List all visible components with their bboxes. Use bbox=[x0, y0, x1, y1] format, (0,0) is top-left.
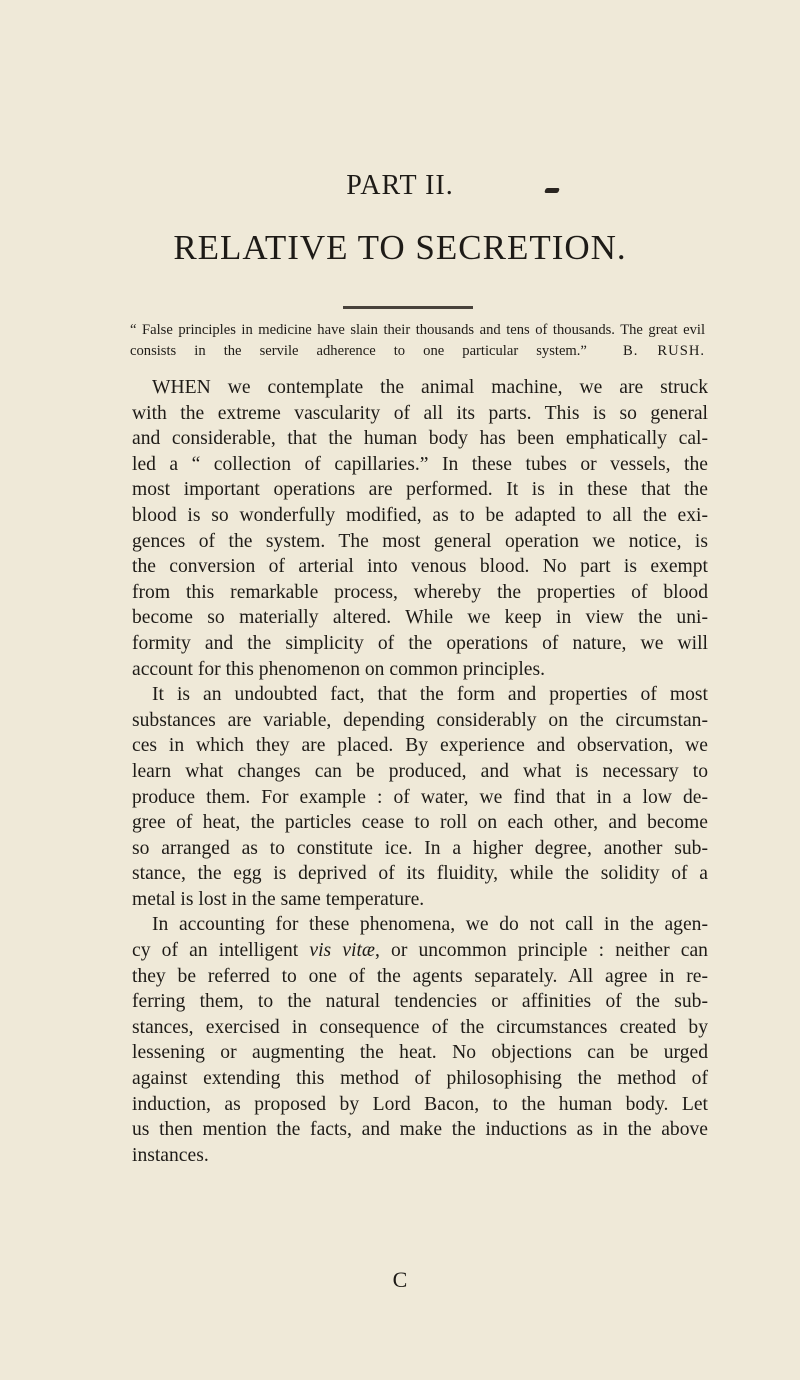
text-line: gences of the system. The most general operation we notice, is bbox=[132, 530, 708, 552]
text-line: lessening or augmenting the heat. No objections can be urged bbox=[132, 1042, 708, 1064]
body-text bbox=[132, 375, 708, 1168]
text-line: formity and the simplicity of the operations of nature, we will bbox=[132, 632, 708, 654]
text-line: blood is so wonderfully modified, as to be adapted to all the exi- bbox=[132, 504, 708, 526]
text-line: learn what changes can be produced, and what is necessary to bbox=[132, 760, 708, 782]
text-line: with the extreme vascularity of all its parts. This is so general bbox=[132, 402, 708, 424]
text-line: induction, as proposed by Lord Bacon, to the human body. Let bbox=[132, 1093, 708, 1115]
text-line: the conversion of arterial into venous blood. No part is exempt bbox=[132, 556, 708, 578]
text-line: led a “ collection of capillaries.” In these tubes or vessels, the bbox=[132, 453, 708, 475]
ink-blemish bbox=[544, 188, 560, 193]
text-line: In accounting for these phenomena, we do not call in the agen- bbox=[152, 914, 708, 936]
text-line: It is an undoubted fact, that the form and properties of most bbox=[152, 684, 708, 706]
text-line: cy of an intelligent vis vitæ, or uncommon principle : neither can bbox=[132, 940, 708, 962]
text-line: so arranged as to constitute ice. In a higher degree, another sub- bbox=[132, 837, 708, 859]
text-line: from this remarkable process, whereby the properties of blood bbox=[132, 581, 708, 603]
text-line: ferring them, to the natural tendencies or affinities of the sub- bbox=[132, 991, 708, 1013]
text-line: us then mention the facts, and make the inductions as in the above bbox=[132, 1119, 708, 1141]
text-line: produce them. For example : of water, we find that in a low de- bbox=[132, 786, 708, 808]
text-line: gree of heat, the particles cease to roll on each other, and become bbox=[132, 812, 708, 834]
text-line: and considerable, that the human body has been emphatically cal- bbox=[132, 428, 708, 450]
epigraph-quote: “ False principles in medicine have slain their thousands and tens of thousands. The great evil consists in the servile adherence to one particular system.” bbox=[130, 322, 705, 359]
text-line: become so materially altered. While we keep in view the uni- bbox=[132, 607, 708, 629]
text-line: stances, exercised in consequence of the circumstances created by bbox=[132, 1016, 708, 1038]
text-line: most important operations are performed. It is in these that the bbox=[132, 479, 708, 501]
text-line: WHEN we contemplate the animal machine, we are struck bbox=[152, 377, 708, 398]
text-line: account for this phenomenon on common principles. bbox=[132, 658, 546, 680]
text-line: metal is lost in the same temperature. bbox=[132, 888, 425, 910]
text-line: stance, the egg is deprived of its fluidity, while the solidity of a bbox=[132, 863, 708, 885]
part-heading: PART II. bbox=[346, 170, 454, 201]
epigraph-attribution: B. RUSH. bbox=[622, 343, 706, 359]
text-line: ces in which they are placed. By experience and observation, we bbox=[132, 735, 708, 757]
text-line: against extending this method of philosophising the method of bbox=[132, 1068, 708, 1090]
section-title: RELATIVE TO SECRETION. bbox=[173, 228, 627, 267]
ornamental-rule bbox=[343, 306, 473, 309]
latin-phrase: vis vitæ bbox=[309, 940, 375, 962]
text-line: instances. bbox=[132, 1144, 209, 1166]
signature-mark: C bbox=[392, 1267, 408, 1292]
text-line: they be referred to one of the agents separately. All agree in re- bbox=[132, 965, 708, 987]
text-line: substances are variable, depending considerably on the circumstan- bbox=[132, 709, 708, 731]
epigraph bbox=[130, 320, 705, 362]
